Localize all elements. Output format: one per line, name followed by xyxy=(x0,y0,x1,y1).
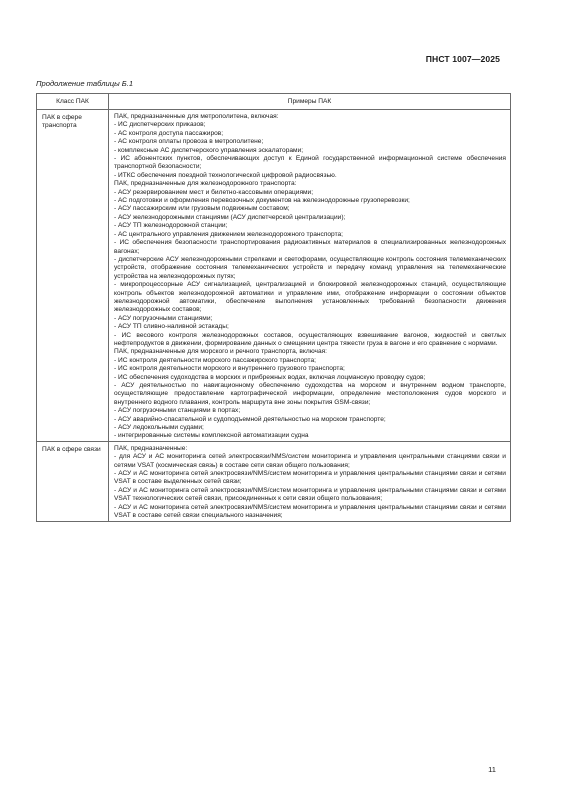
example-line: - ИС диспетчерских приказов; xyxy=(114,121,206,129)
example-line: - АСУ и АС мониторинга сетей электросвязи/NMS/систем мониторинга и управления центральными станциями связи и сетями VSAT в составе сетей связи специального назначения; xyxy=(114,503,506,520)
example-line: - АСУ аварийно-спасательной и судоподъемной деятельностью на морском транспорте; xyxy=(114,415,386,423)
examples-cell xyxy=(109,110,511,442)
example-line: - диспетчерские АСУ железнодорожными стрелками и светофорами, осуществляющие контроль состояния телемеханических устройств, отображение состояния телемеханических устройств и передачу команд управления на телемеханические устройства на железнодорожных путях; xyxy=(114,255,506,280)
example-line: - АСУ ТП сливно-наливной эстакады; xyxy=(114,323,229,331)
example-line: - АСУ и АС мониторинга сетей электросвязи/NMS/систем мониторинга и управления центральными станциями связи и сетями VSAT в составе выделенных сетей связи; xyxy=(114,470,506,486)
example-line: - АСУ и АС мониторинга сетей электросвязи/NMS/систем мониторинга и управления центральными станциями связи и сетями VSAT технологических сетей связи, присоединенных к сети связи общего пользования; xyxy=(114,486,506,503)
column-header-class: Класс ПАК xyxy=(37,94,109,110)
class-cell: ПАК в сфере связи xyxy=(37,441,109,521)
example-line: - АС центрального управления движением железнодорожного транспорта; xyxy=(114,230,344,238)
examples-cell xyxy=(109,441,511,521)
example-line: - интегрированные системы комплексной автоматизации судна xyxy=(114,432,309,440)
table-body xyxy=(37,110,511,522)
example-line: - ИС обеспечения судоходства в морских и прибрежных водах, включая лоцманскую проводку судов; xyxy=(114,373,426,381)
example-line: - микропроцессорные АСУ сигнализацией, централизацией и блокировкой железнодорожных станций, осуществляющие контроль объектов железнодорожной автоматики и управление ими, отображение информации о состоянии объектов железнодорожной автоматики, обеспечение выполнения установленных требований безопасности движения железнодорожных составов; xyxy=(114,281,506,314)
example-line: - АСУ ледокольными судами; xyxy=(114,424,204,432)
table-header-row xyxy=(37,94,511,110)
example-line: - АСУ резервированием мест и билетно-кассовыми операциями; xyxy=(114,188,314,196)
example-line: - ИС весового контроля железнодорожных составов, осуществляющих взвешивание вагонов, жидкостей и светлых нефтепродуктов в движении, формирование данных о смещении центра тяжести груза в вагоне и его сравнение с нормами. xyxy=(114,331,506,347)
table-continuation-label: Продолжение таблицы Б.1 xyxy=(36,79,134,88)
example-line: - АСУ пассажирским или грузовым подвижным составом; xyxy=(114,205,290,213)
example-line: - АС контроля оплаты провоза в метрополитене; xyxy=(114,138,264,146)
example-line: - ИС контроля деятельности морского и внутреннего грузового транспорта; xyxy=(114,365,345,373)
column-header-examples: Примеры ПАК xyxy=(109,94,511,110)
example-line: - для АСУ и АС мониторинга сетей электросвязи/NMS/систем мониторинга и управления центральными станциями связи и сетями VSAT (космическая связь) в составе сети связи общего пользования; xyxy=(114,453,506,469)
example-line: - АС подготовки и оформления перевозочных документов на железнодорожные грузоперевозки; xyxy=(114,197,410,205)
example-line: - ИС контроля деятельности морского пассажирского транспорта; xyxy=(114,356,316,364)
example-line: - ИТКС обеспечения поездной технологической цифровой радиосвязью. xyxy=(114,171,337,179)
example-line: - АСУ деятельностью по навигационному обеспечению судоходства на морском и внутреннем водном транспорте, осуществляющие предоставление картографической информации, определение местоположения судов морского и внутреннего водного плавания, контроль маршрута вне зоны покрытия GSM-связи; xyxy=(114,382,506,406)
page-number: 11 xyxy=(488,765,496,774)
class-cell: ПАК в сфере транспорта xyxy=(37,110,109,442)
example-line: ПАК, предназначенные для железнодорожного транспорта: xyxy=(114,180,297,188)
document-code: ПНСТ 1007—2025 xyxy=(425,54,500,64)
classification-table xyxy=(36,93,511,522)
example-line: - ИС обеспечения безопасности транспортирования радиоактивных материалов в специализированных железнодорожных вагонах; xyxy=(114,239,506,255)
table-row xyxy=(37,110,511,442)
table-row xyxy=(37,441,511,521)
example-line: - ИС абонентских пунктов, обеспечивающих доступ к Единой государственной информационной системе обеспечения транспортной безопасности; xyxy=(114,155,506,171)
example-line: ПАК, предназначенные: xyxy=(114,444,188,452)
example-line: ПАК, предназначенные для метрополитена, включая: xyxy=(114,113,279,120)
example-line: - АС контроля доступа пассажиров; xyxy=(114,129,224,137)
example-line: - АСУ погрузочными станциями; xyxy=(114,314,213,322)
example-line: - АСУ железнодорожными станциями (АСУ диспетчерской централизации); xyxy=(114,213,346,221)
example-line: - АСУ ТП железнодорожной станции; xyxy=(114,222,228,230)
example-line: - комплексные АС диспетчерского управления эскалаторами; xyxy=(114,146,304,154)
example-line: - АСУ погрузочными станциями в портах; xyxy=(114,407,241,415)
example-line: ПАК, предназначенные для морского и речного транспорта, включая: xyxy=(114,348,328,356)
